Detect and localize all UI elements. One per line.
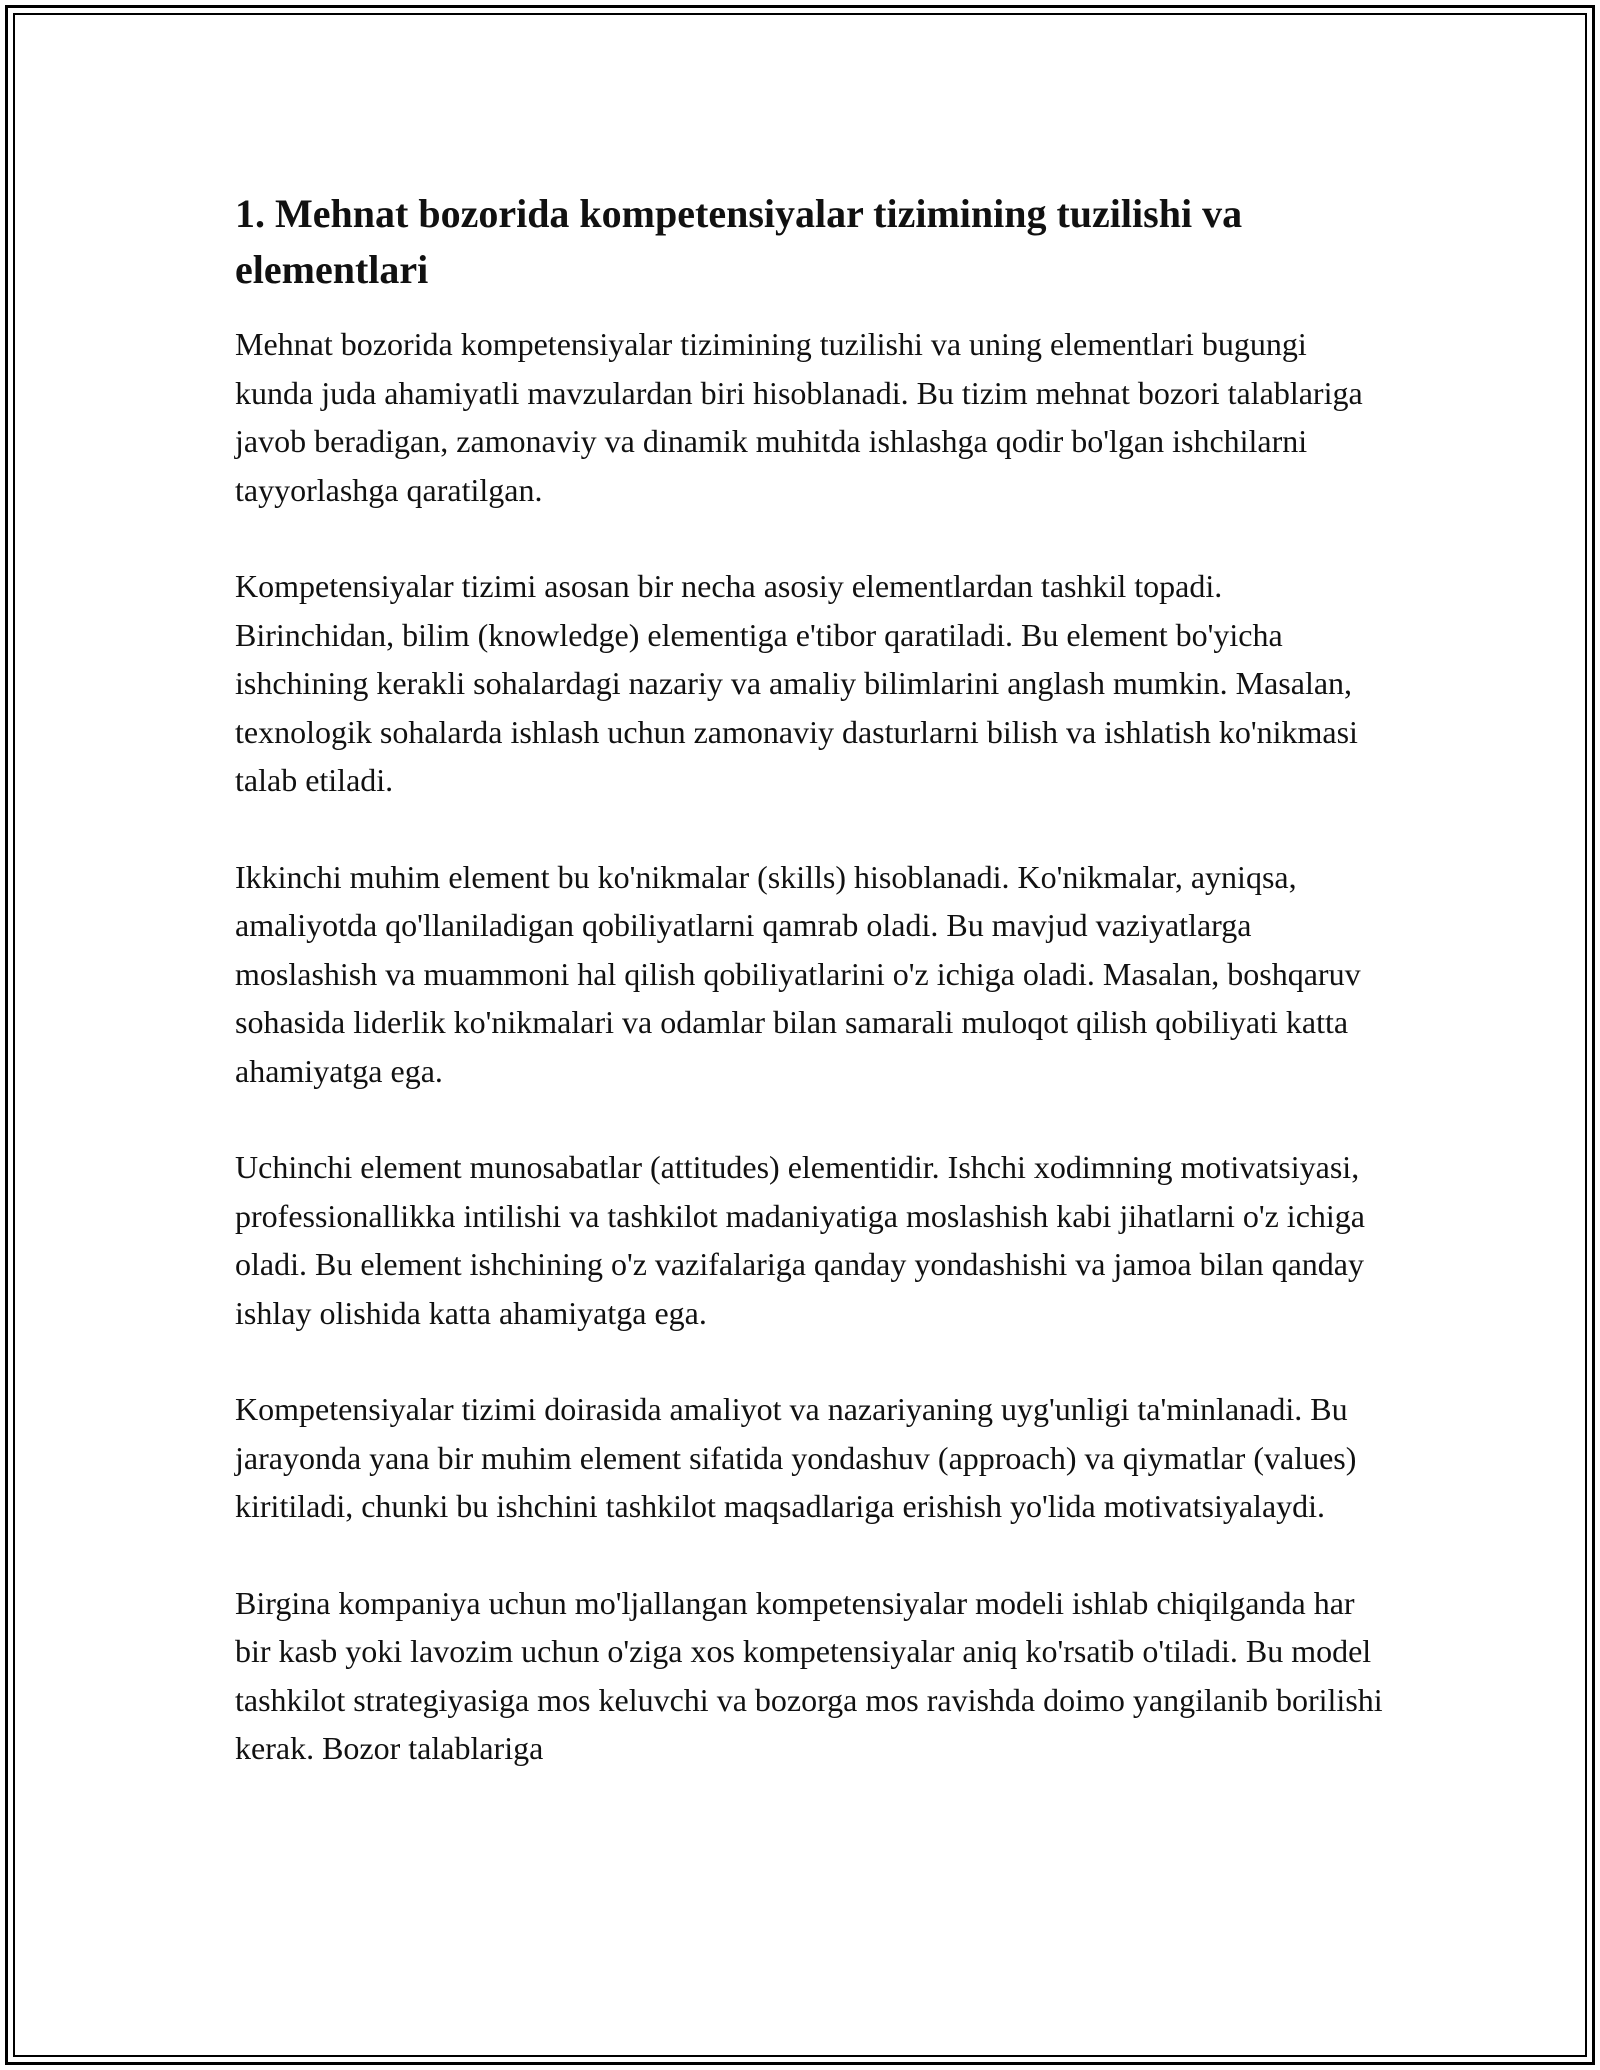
section-heading: 1. Mehnat bozorida kompetensiyalar tizimining tuzilishi va elementlari: [235, 191, 1243, 292]
paragraph-skills: Ikkinchi muhim element bu ko'nikmalar (skills) hisoblanadi. Ko'nikmalar, ayniqsa, amaliyotda qo'llaniladigan qobiliyatlarni qamrab oladi. Bu mavjud vaziyatlarga moslashish va muammoni hal qilish qobiliyatlarini o'z ichiga oladi. Masalan, boshqaruv sohasida liderlik ko'nikmalari va odamlar bilan samarali muloqot qilish qobiliyati katta ahamiyatga ega.: [235, 858, 1361, 1089]
paragraph-knowledge: Kompetensiyalar tizimi asosan bir necha asosiy elementlardan tashkil topadi. Birinchidan, bilim (knowledge) elementiga e'tibor qaratiladi. Bu element bo'yicha ishchining kerakli sohalardagi nazariy va amaliy bilimlarini anglash mumkin. Masalan, texnologik sohalarda ishlash uchun zamonaviy dasturlarni bilish va ishlatish ko'nikmasi talab etiladi.: [235, 568, 1358, 798]
paragraph-approach-values: Kompetensiyalar tizimi doirasida amaliyot va nazariyaning uyg'unligi ta'minlanadi. Bu jarayonda yana bir muhim element sifatida yondashuv (approach) va qiymatlar (values) kiritiladi, chunki bu ishchini tashkilot maqsadlariga erishish yo'lida motivatsiyalaydi.: [235, 1391, 1357, 1524]
paragraph-attitudes: Uchinchi element munosabatlar (attitudes) elementidir. Ishchi xodimning motivatsiyasi, professionallikka intilishi va tashkilot madaniyatiga moslashish kabi jihatlarni o'z ichiga oladi. Bu element ishchining o'z vazifalariga qanday yondashishi va jamoa bilan qanday ishlay olishida katta ahamiyatga ega.: [235, 1149, 1365, 1331]
paragraph-company-model: Birgina kompaniya uchun mo'ljallangan kompetensiyalar modeli ishlab chiqilganda har bir kasb yoki lavozim uchun o'ziga xos kompetensiyalar aniq ko'rsatib o'tiladi. Bu model tashkilot strategiyasiga mos keluvchi va bozorga mos ravishda doimo yangilanib borilishi kerak. Bozor talablariga: [235, 1584, 1383, 1766]
document-body: [235, 186, 1385, 1821]
paragraph-intro: Mehnat bozorida kompetensiyalar tizimining tuzilishi va uning elementlari bugungi kunda juda ahamiyatli mavzulardan biri hisoblanadi. Bu tizim mehnat bozori talablariga javob beradigan, zamonaviy va dinamik muhitda ishlashga qodir bo'lgan ishchilarni tayyorlashga qaratilgan.: [235, 326, 1363, 508]
